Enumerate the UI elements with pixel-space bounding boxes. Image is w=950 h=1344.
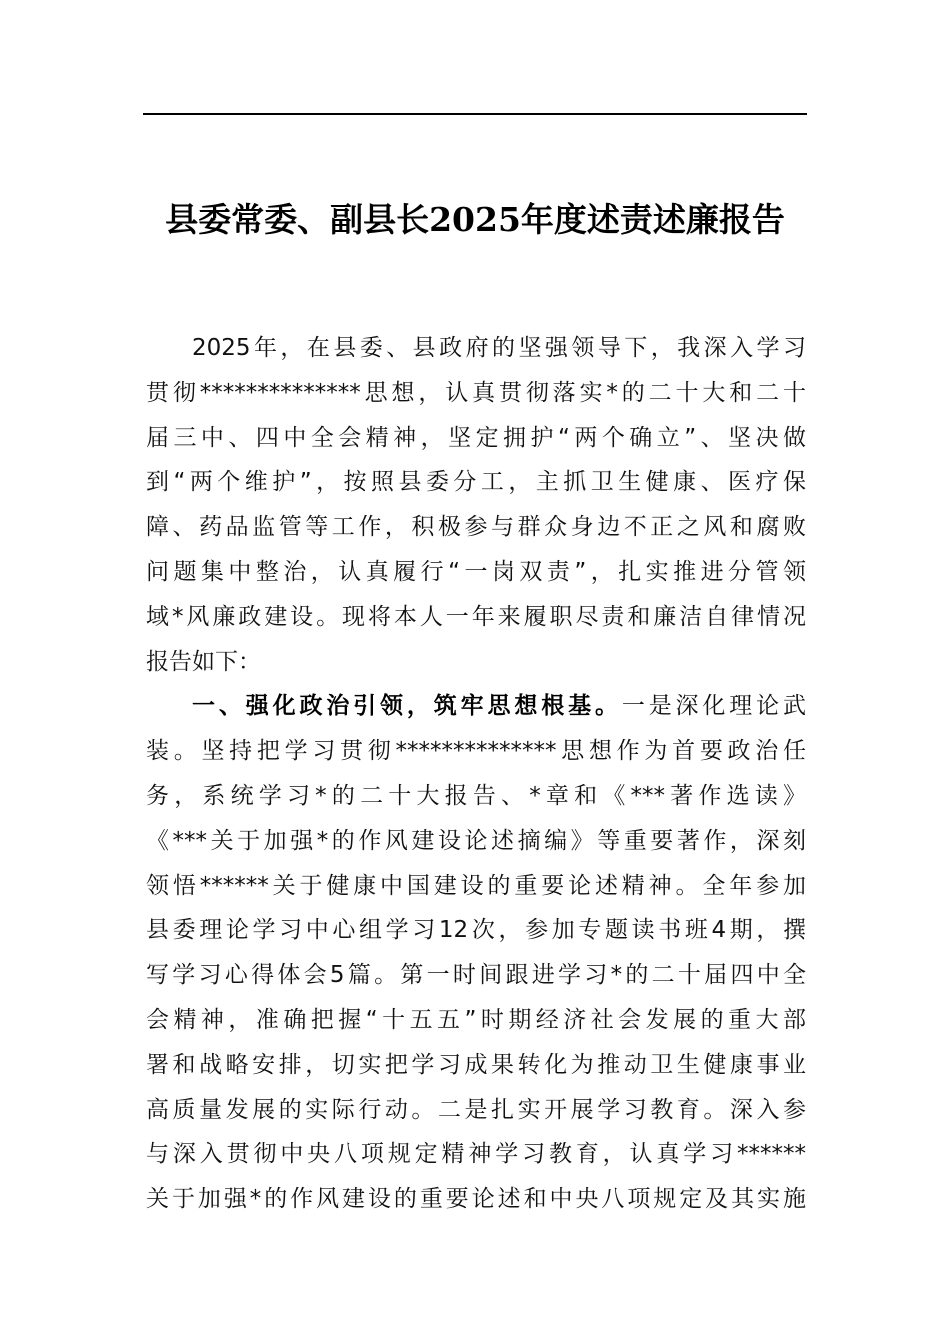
section-one-line: 关于加强*的作风建设的重要论述和中央八项规定及其实施 (146, 1186, 806, 1213)
section-one-first-line (146, 684, 806, 729)
header-divider (143, 113, 807, 115)
section-one-line: 领悟******关于健康中国建设的重要论述精神。全年参加 (146, 872, 806, 899)
section-one-line: 装。坚持把学习贯彻**************思想作为首要政治任 (146, 738, 806, 765)
paragraph-intro-line: 问题集中整治，认真履行“一岗双责”，扎实推进分管领 (146, 558, 806, 585)
section-one-line: 务，系统学习*的二十大报告、*章和《***著作选读》 (146, 782, 806, 809)
paragraph-intro-line: 域*风廉政建设。现将本人一年来履职尽责和廉洁自律情况 (146, 603, 806, 630)
section-one-line: 会精神，准确把握“十五五”时期经济社会发展的重大部 (146, 1006, 806, 1033)
paragraph-intro-line: 到“两个维护”，按照县委分工，主抓卫生健康、医疗保 (146, 469, 806, 496)
section-heading: 一、强化政治引领，筑牢思想根基。 (192, 693, 622, 720)
section-one-line: 署和战略安排，切实把学习成果转化为推动卫生健康事业 (146, 1051, 806, 1078)
section-one-line: 县委理论学习中心组学习12次，参加专题读书班4期，撰 (146, 917, 806, 944)
section-one-line: 与深入贯彻中央八项规定精神学习教育，认真学习****** (146, 1141, 806, 1168)
section-one-line: 《***关于加强*的作风建设论述摘编》等重要著作，深刻 (146, 827, 806, 854)
section-heading-rest: 一是深化理论武 (621, 693, 807, 720)
section-one-line: 高质量发展的实际行动。二是扎实开展学习教育。深入参 (146, 1096, 806, 1123)
document-title: 县委常委、副县长2025年度述责述廉报告 (165, 200, 785, 239)
paragraph-intro-line: 报告如下： (146, 648, 261, 675)
section-one-line: 写学习心得体会5篇。第一时间跟进学习*的二十届四中全 (146, 962, 806, 989)
paragraph-intro-line: 障、药品监管等工作，积极参与群众身边不正之风和腐败 (146, 514, 806, 541)
paragraph-intro-line: 贯彻**************思想，认真贯彻落实*的二十大和二十 (146, 379, 806, 406)
paragraph-intro-line: 2025年，在县委、县政府的坚强领导下，我深入学习 (192, 335, 806, 361)
document-body (146, 326, 806, 1222)
paragraph-intro-line: 届三中、四中全会精神，坚定拥护“两个确立”、坚决做 (146, 424, 806, 451)
